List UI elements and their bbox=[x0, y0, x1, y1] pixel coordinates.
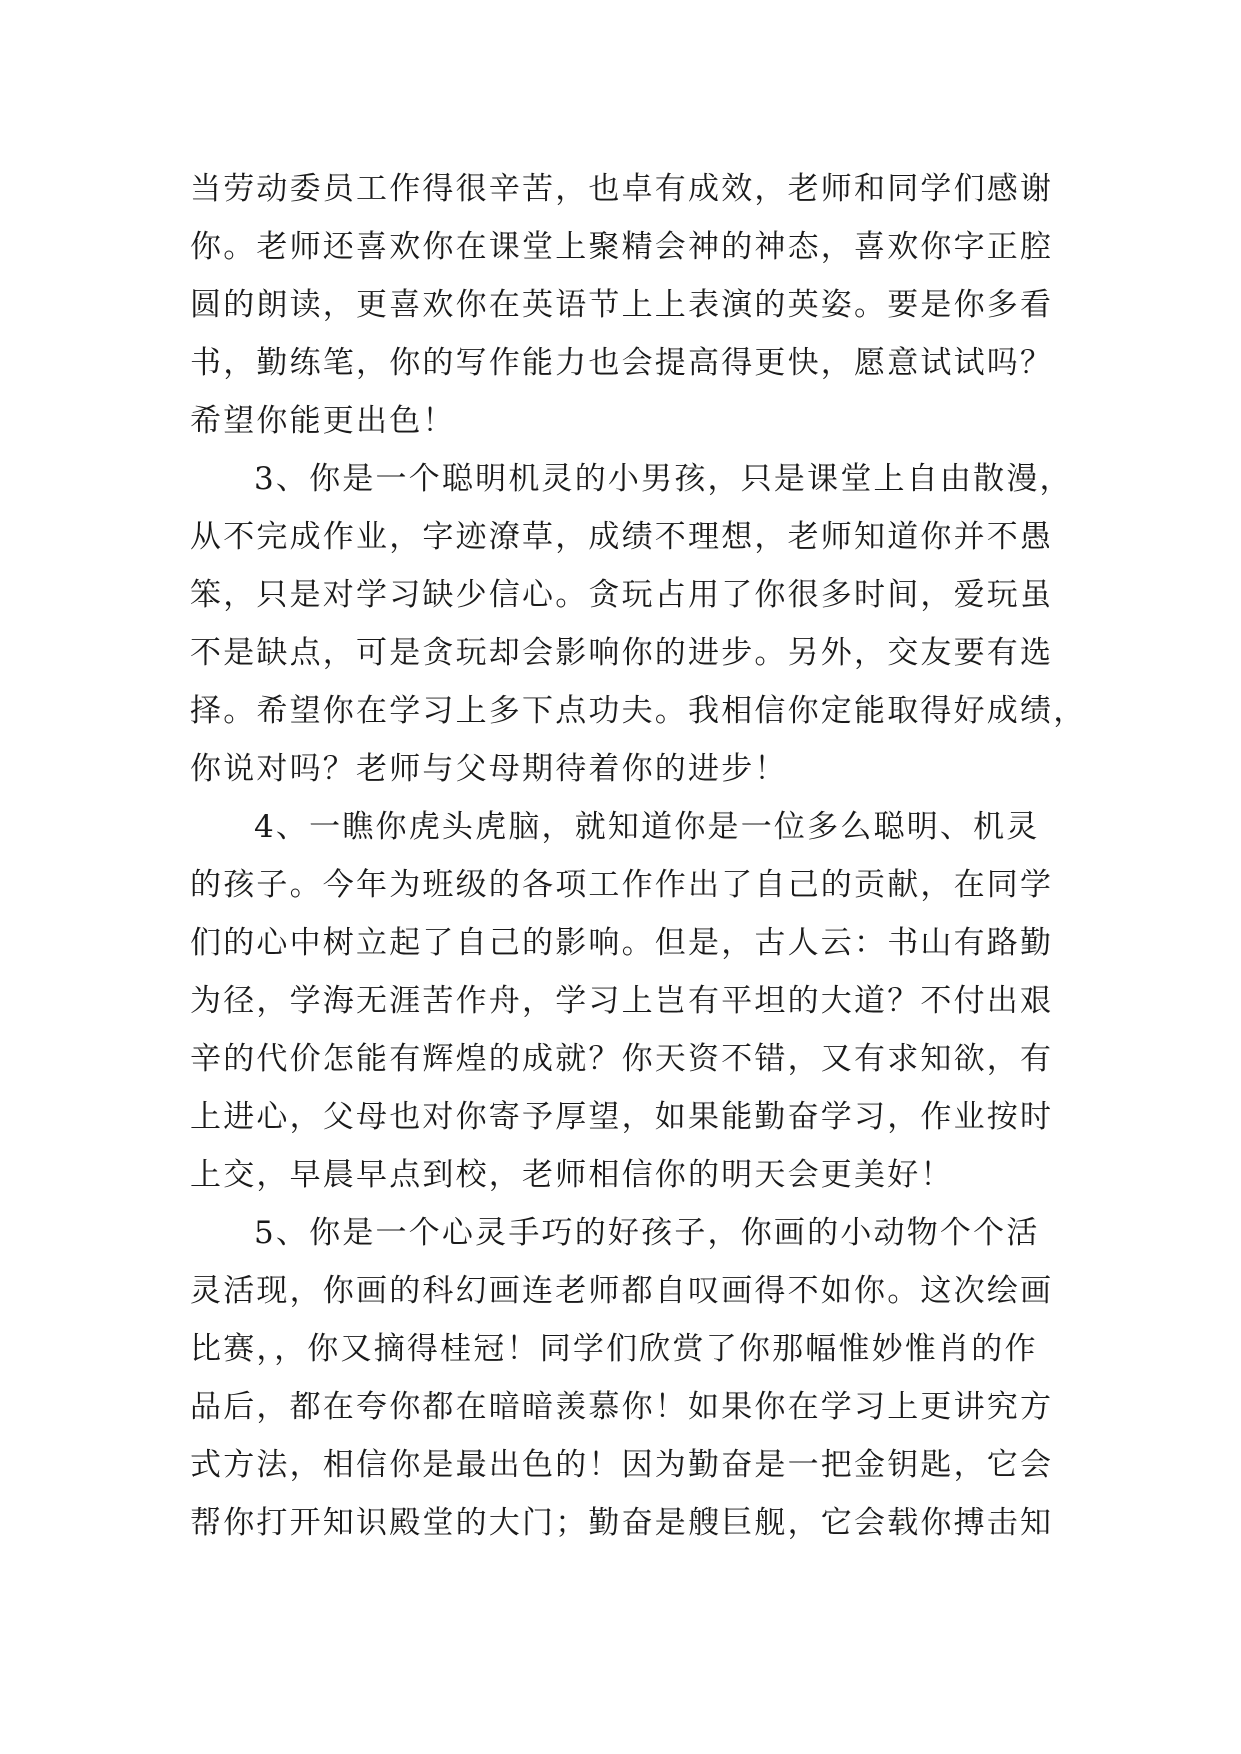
text-line: 书，勤练笔，你的写作能力也会提高得更快，愿意试试吗？ bbox=[190, 345, 1054, 381]
text-line: 从不完成作业，字迹潦草，成绩不理想，老师知道你并不愚 bbox=[190, 519, 1054, 555]
text-line: 品后，都在夸你都在暗暗羡慕你！如果你在学习上更讲究方 bbox=[190, 1389, 1054, 1425]
text-line: 灵活现，你画的科幻画连老师都自叹画得不如你。这次绘画 bbox=[190, 1273, 1054, 1309]
text-line: 择。希望你在学习上多下点功夫。我相信你定能取得好成绩， bbox=[190, 693, 1087, 729]
text-line: 上进心，父母也对你寄予厚望，如果能勤奋学习，作业按时 bbox=[190, 1099, 1054, 1135]
text-line: 你说对吗？老师与父母期待着你的进步！ bbox=[190, 751, 788, 787]
paragraph-5-start: 5、你是一个心灵手巧的好孩子，你画的小动物个个活 bbox=[254, 1215, 1040, 1251]
text-line: 式方法，相信你是最出色的！因为勤奋是一把金钥匙，它会 bbox=[190, 1447, 1054, 1483]
text-line: 圆的朗读，更喜欢你在英语节上上表演的英姿。要是你多看 bbox=[190, 287, 1054, 323]
text-line: 希望你能更出色！ bbox=[190, 403, 456, 439]
text-line: 辛的代价怎能有辉煌的成就？你天资不错，又有求知欲，有 bbox=[190, 1041, 1054, 1077]
text-line: 当劳动委员工作得很辛苦，也卓有成效，老师和同学们感谢 bbox=[190, 171, 1054, 207]
text-line: 不是缺点，可是贪玩却会影响你的进步。另外，交友要有选 bbox=[190, 635, 1054, 671]
text-line: 上交，早晨早点到校，老师相信你的明天会更美好！ bbox=[190, 1157, 954, 1193]
text-line: 比赛，，你又摘得桂冠！同学们欣赏了你那幅惟妙惟肖的作 bbox=[190, 1331, 1038, 1367]
paragraph-4-start: 4、一瞧你虎头虎脑，就知道你是一位多么聪明、机灵 bbox=[254, 809, 1040, 845]
text-line: 为径，学海无涯苦作舟，学习上岂有平坦的大道？不付出艰 bbox=[190, 983, 1054, 1019]
text-line: 你。老师还喜欢你在课堂上聚精会神的神态，喜欢你字正腔 bbox=[190, 229, 1054, 265]
text-line: 的孩子。今年为班级的各项工作作出了自己的贡献，在同学 bbox=[190, 867, 1054, 903]
paragraph-3-start: 3、你是一个聪明机灵的小男孩，只是课堂上自由散漫， bbox=[254, 461, 1073, 497]
text-line: 笨，只是对学习缺少信心。贪玩占用了你很多时间，爱玩虽 bbox=[190, 577, 1054, 613]
text-line: 帮你打开知识殿堂的大门；勤奋是艘巨舰，它会载你搏击知 bbox=[190, 1505, 1054, 1541]
document-body bbox=[190, 160, 1087, 1552]
text-line: 们的心中树立起了自己的影响。但是，古人云：书山有路勤 bbox=[190, 925, 1054, 961]
